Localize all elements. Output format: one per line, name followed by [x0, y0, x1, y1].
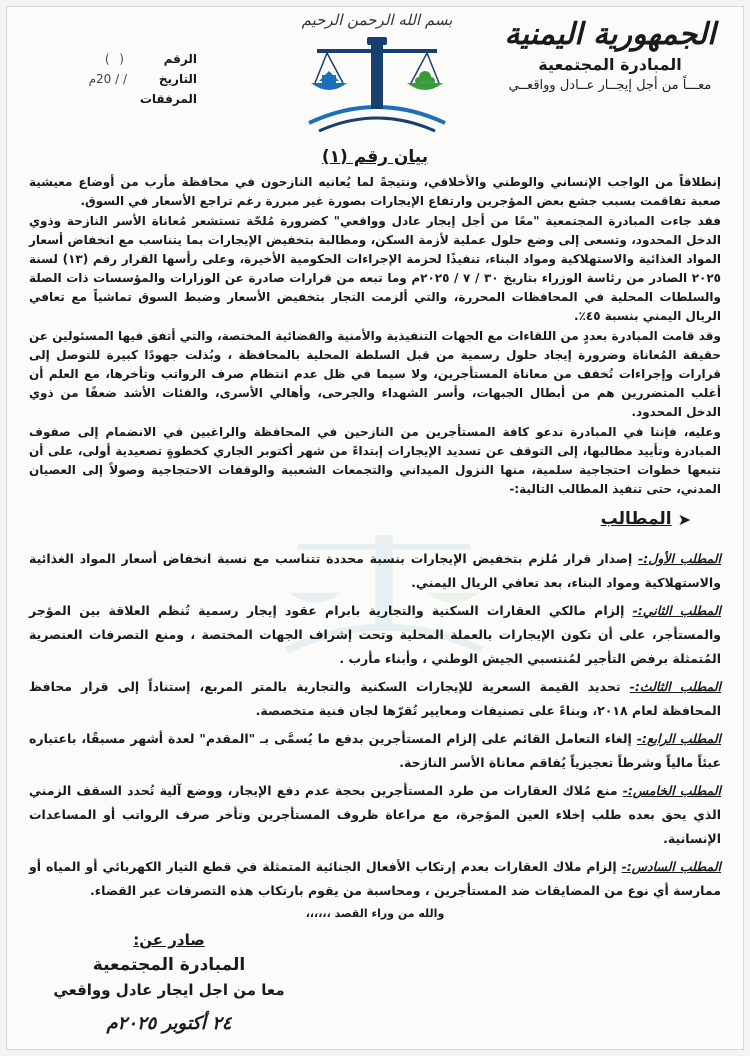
document-page: [6, 6, 744, 1050]
demands-heading-label: المطالب: [600, 509, 672, 529]
demand-label: المطلب الثاني:-: [632, 603, 721, 618]
closing-line: والله من وراء القصد ،،،،،،: [305, 907, 445, 920]
demand-item: [29, 855, 721, 903]
paragraph: فقد جاءت المبادرة المجتمعية "معًا من أجل إيجار عادل وواقعي" كضرورة مُلحّة تستشعر مُعاناة الأسر النازحة وذوي الدخل المحدود، وتسعى إلى وضع حلول عملية لأزمة السكن، ومطالبة بتخفيض الإيجارات بما يتناسب مع انخفاض أسعار المواد الغذائية والاستهلاكية ومواد البناء، تنفيذًا لحزمة الإجراءات الحكومية الأخيرة، وعلى رأسها القرار رقم (١٣) لسنة ٢٠٢٥ الصادر من رئاسة الوزراء بتاريخ ٣٠ / ٧ / ٢٠٢٥م وما تبعه من قرارات صادرة عن الوزارات والمؤسسات ذات الصلة والسلطات المحلية في المحافظات المحررة، والتي ألزمت التجار بتخفيض الأسعار وضبط السوق تماشياً مع تعافي الريال اليمني بنسبة ٤٥٪.: [29, 214, 722, 323]
signature-tagline: معا من اجل ايجار عادل وواقعي: [53, 981, 285, 999]
demand-item: [29, 599, 721, 671]
ref-label: الرقم: [163, 52, 197, 66]
demands-heading: [29, 509, 691, 529]
demand-item: [29, 675, 721, 723]
demand-label: المطلب الرابع:-: [636, 731, 721, 746]
issued-by-label: صادر عن:: [133, 931, 205, 949]
demand-text: منع مُلاك العقارات من طرد المستأجرين بحجة عدم دفع الإيجار، ووضع آلية تُحدد السقف الزمني الذي يحق بعده طلب إخلاء العين المؤجرة، مع مراعاة ظروف المستأجرين وتأخر صرف الرواتب أو المساعدات الإنسانية.: [29, 783, 721, 846]
country-name: الجمهورية اليمنية: [504, 17, 716, 52]
paragraph: وقد قامت المبادرة بعددٍ من اللقاءات مع الجهات التنفيذية والأمنية والقضائية المختصة، والتي أتفق فيها المسئولين عن حقيقة المُعاناة وضرورة إيجاد حلول رسمية من قبل السلطة المحلية بالمحافظة ، وبُذلت جهودًا كبيرة للتوصل إلى قرارات وإجراءات تُخفف من معاناة المستأجرين، ولا سيما في ظل عدم انتظام صرف الرواتب وتأخرها، مع العلم أن أغلب المتضررين هم من أبطال الجبهات، وأسر الشهداء والجرحى، وأهالي الأسرى، والفئات الأشد ضعفًا من ذوي الدخل المحدود.: [29, 329, 721, 419]
demand-item: [29, 779, 721, 851]
demand-label: المطلب الأول:-: [638, 551, 721, 566]
paragraph: إنطلاقاً من الواجب الإنساني والوطني والأخلاقي، ونتيجةً لما يُعانيه النازحون في محافظة مأرب من أوضاع معيشية صعبة تفاقمت بسبب جشع بعض المؤجرين وارتفاع الإيجارات بصورة غير مبررة رغم تراجع الأسعار في السوق.: [29, 175, 721, 208]
date-label: التاريخ: [158, 72, 197, 86]
arrow-icon: ➤: [677, 509, 691, 529]
demand-text: إصدار قرار مُلزم بتخفيض الإيجارات بنسبة محددة تتناسب مع نسبة انخفاض أسعار المواد الغذائية والاستهلاكية ومواد البناء، بعد تعافي الريال اليمني.: [29, 551, 721, 590]
demand-text: تحديد القيمة السعرية للإيجارات السكنية والتجارية بالمتر المربع، إستناداً إلى قرار محافظ المحافظة لعام ٢٠١٨، وبناءً على تصنيفات ومعايير تُقرّها لجان فنية متخصصة.: [29, 679, 721, 718]
demand-label: المطلب السادس:-: [621, 859, 721, 874]
paragraph: وعليه، فإننا في المبادرة ندعو كافة المستأجرين من النازحين في المحافظة والراغبين في الانضمام إلى صفوف المبادرة وتأييد مطالبها، إلى التوقف عن تسديد الإيجارات إبتداءً من شهر أكتوبر الجاري كخطوةٍ تصعيدية أولى، على أن تتبعها خطوات احتجاجية سلمية، منها النزول الميداني والتجمعات الشعبية والوقفات الاحتجاجية وصولاً إلى العصيان المدني، حتى تنفيذ المطالب التالية:-: [29, 425, 721, 496]
org-tagline: معـــاً من أجل إيجــار عــادل وواقعــي: [508, 78, 712, 93]
scales-logo-icon: [297, 31, 457, 141]
demand-text: إلزام ملاك العقارات بعدم إرتكاب الأفعال الجنائية المتمثلة في قطع التيار الكهربائي أو المياه أو ممارسة أي نوع من المضايقات ضد المستأجرين ، ومحاسبة من يقوم بارتكاب هذه التصرفات عبر القضاء.: [29, 859, 721, 898]
org-header: [495, 17, 725, 93]
reference-block: [27, 49, 197, 109]
signature-block: [39, 931, 299, 1034]
demand-label: المطلب الخامس:-: [622, 783, 721, 798]
date-row: [27, 69, 197, 89]
statement-title: بيان رقم (١): [321, 147, 429, 167]
date-value: / / 20م: [88, 72, 127, 86]
ref-row: [27, 49, 197, 69]
basmala: بسم الله الرحمن الرحيم: [301, 11, 453, 29]
demand-text: إلزام مالكي العقارات السكنية والتجارية بابرام عقود إيجار رسمية تُنظم العلاقة بين المؤجر والمستأجر، على أن تكون الإيجارات بالعملة المحلية وتحت إشراف الجهات المختصة ، ومنع التصرفات العنصرية المُتمثلة برفض التأجير لمُنتسبي الجيش الوطني ، وأبناء مأرب .: [29, 603, 721, 666]
demand-label: المطلب الثالث:-: [629, 679, 721, 694]
demand-item: [29, 547, 721, 595]
demand-item: [29, 727, 721, 775]
demand-text: إلغاء التعامل القائم على إلزام المستأجرين بدفع ما يُسمَّى بـ "المقدم" لعدة أشهر مسبقًا، باعتباره عبئاً مالياً وشرطاً تعجيزياً يُفاقم معاناة الأسر النازحة.: [29, 731, 721, 770]
signature-date: ٢٤ أكتوبر ٢٠٢٥م: [106, 1013, 232, 1034]
signature-org: المبادرة المجتمعية: [92, 955, 246, 975]
statement-body: [29, 147, 721, 920]
letterhead: [7, 7, 743, 137]
attachments-label: المرفقات: [139, 92, 197, 106]
org-name: المبادرة المجتمعية: [538, 55, 682, 74]
ref-value: ( ): [104, 52, 127, 66]
attachments-row: [27, 89, 197, 109]
